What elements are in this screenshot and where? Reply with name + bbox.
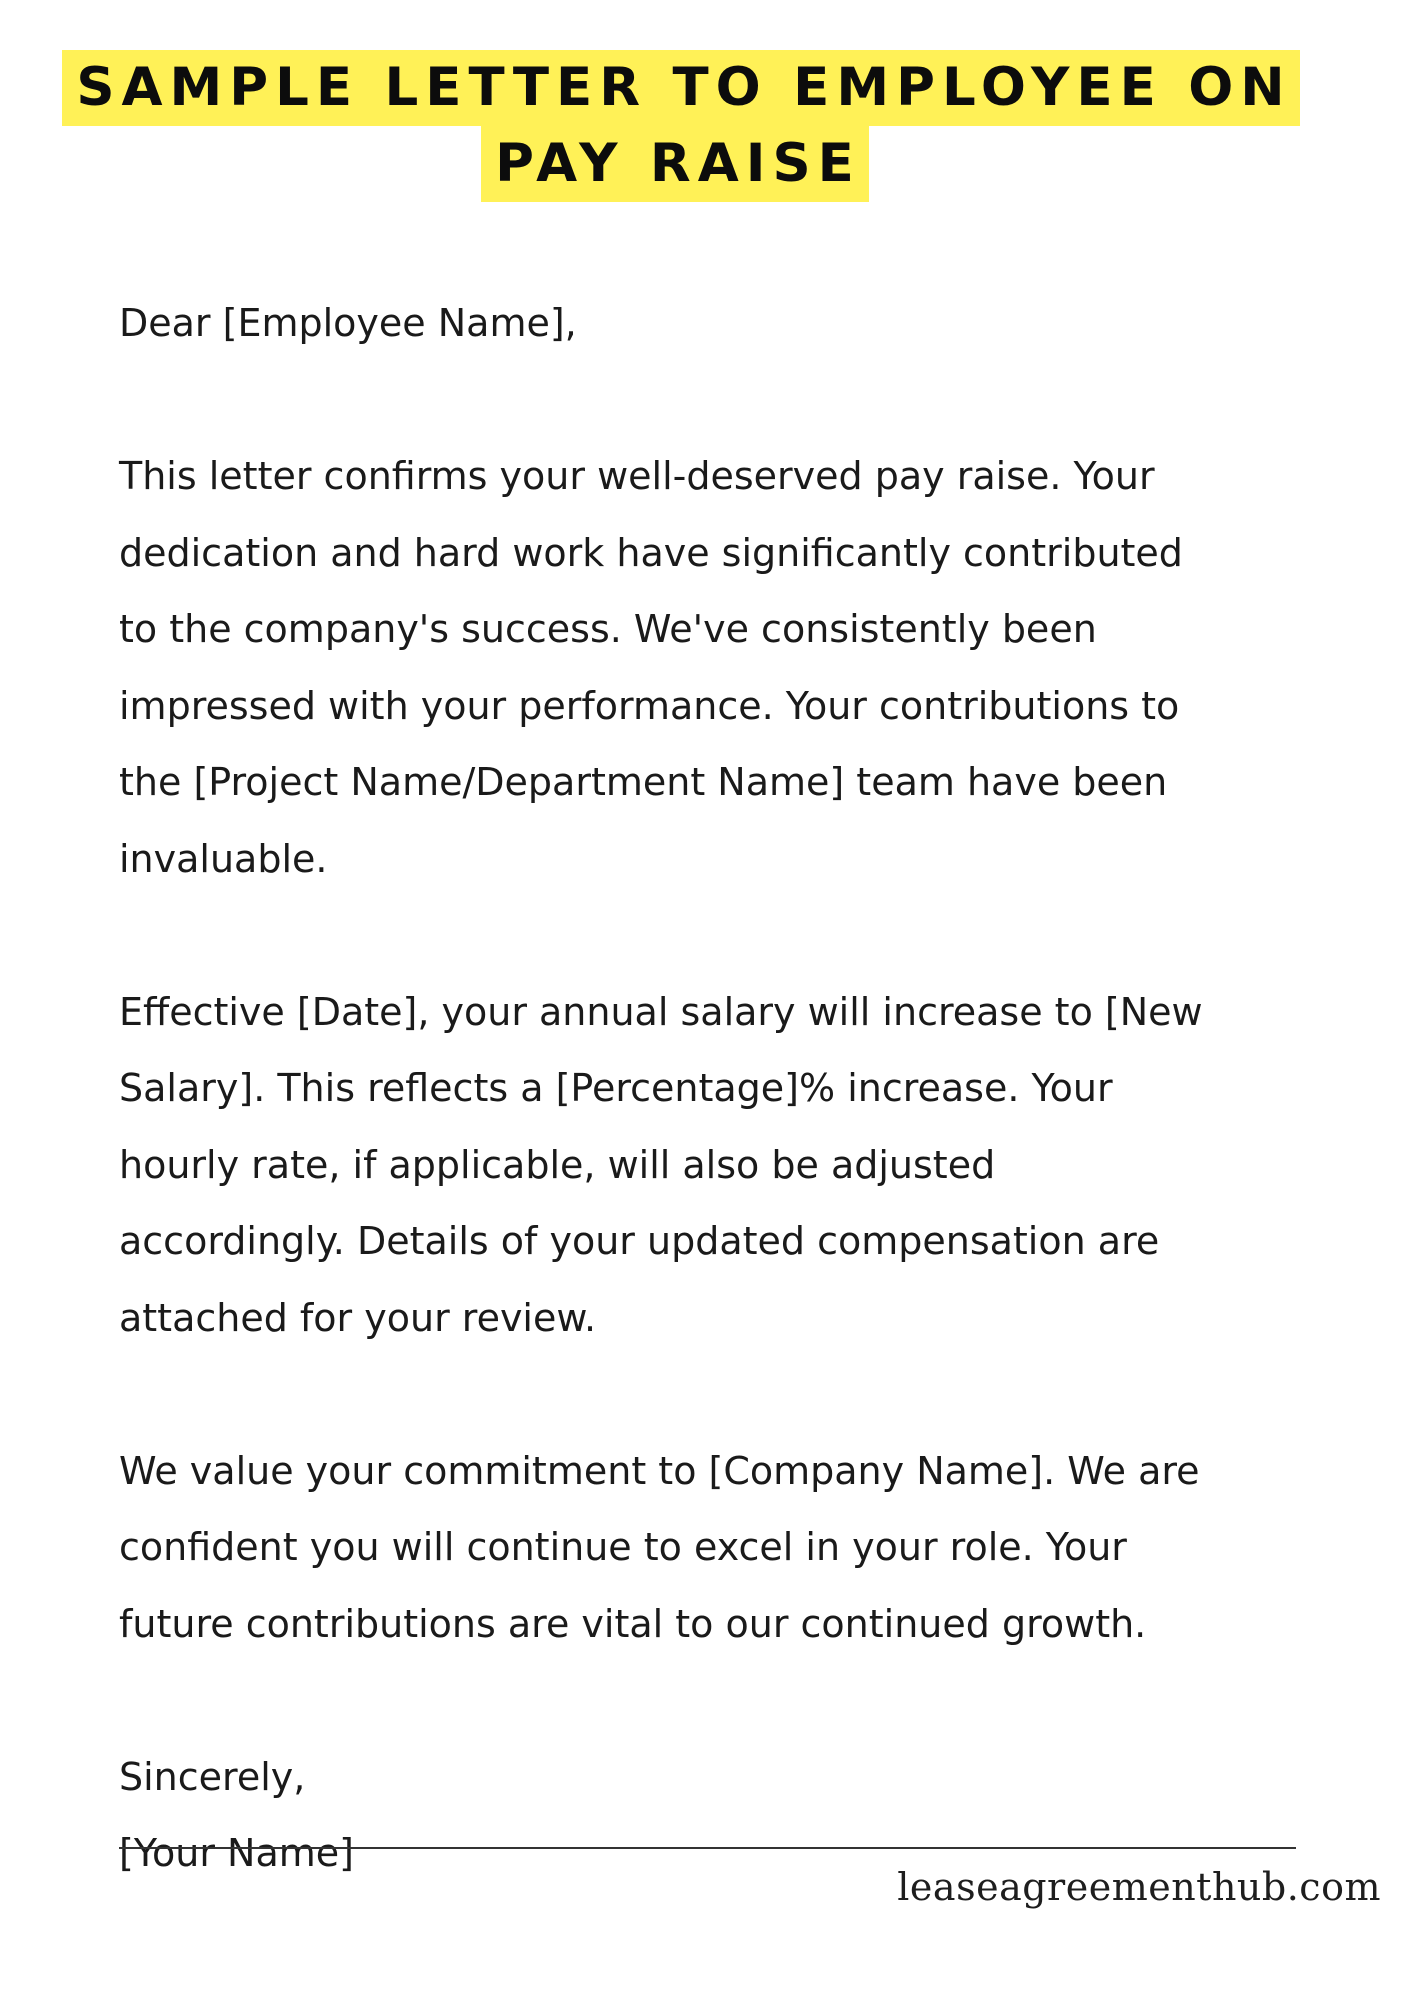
paragraph-appreciation: We value your commitment to [Company Name]. We are confident you will continue to excel in your role. Your future contributions are vital to our continued growth.: [119, 1448, 1200, 1646]
title-line-1: SAMPLE LETTER TO EMPLOYEE ON: [62, 50, 1299, 126]
paragraph-confirmation: This letter confirms your well-deserved pay raise. Your dedication and hard work have significantly contributed to the company's success. We've consistently been impressed with your performance. Your contributions to the [Project Name/Department Name] team have been invaluable.: [119, 454, 1183, 881]
salutation: Dear [Employee Name],: [119, 301, 577, 345]
document-title: [0, 50, 1414, 202]
letter-body: [119, 285, 1359, 1892]
paragraph-salary-details: Effective [Date], your annual salary will increase to [New Salary]. This reflects a [Percentage]% increase. Your hourly rate, if applicable, will also be adjusted accordingly. Details of your updated compensation are attached for your review.: [119, 989, 1203, 1340]
signature-name: [Your Name]: [119, 1831, 354, 1875]
website-watermark: leaseagreementhub.com: [897, 1865, 1381, 1909]
signature-line: [119, 1847, 1296, 1849]
title-line-2: PAY RAISE: [481, 126, 869, 202]
closing: Sincerely,: [119, 1754, 306, 1799]
